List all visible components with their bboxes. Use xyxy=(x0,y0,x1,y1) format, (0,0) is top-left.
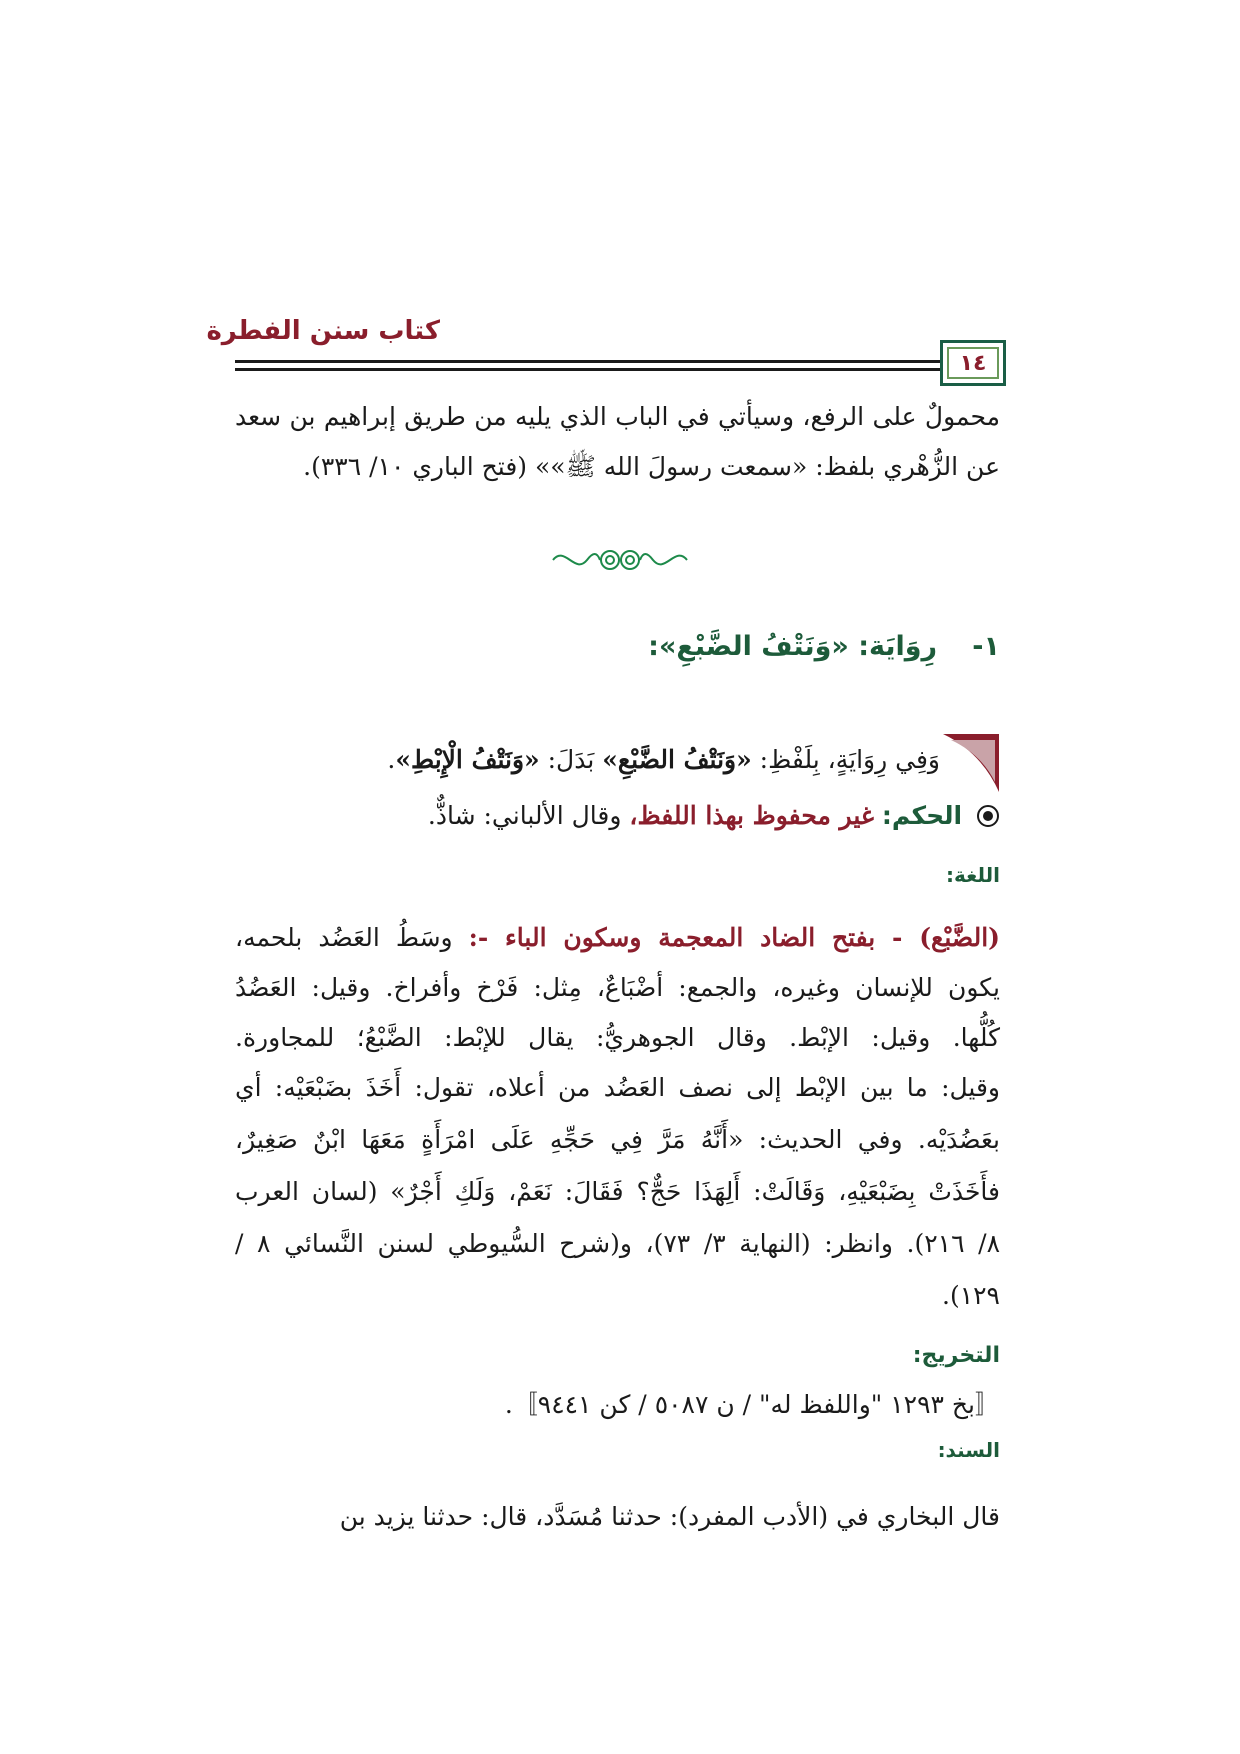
lughah-heading: اللغة: xyxy=(946,863,1000,887)
lughah-term: (الضَّبْع) - بفتح الضاد المعجمة وسكون الباء -: xyxy=(468,923,1000,952)
intro-line: عن الزُّهْري بلفظ: «سمعت رسولَ الله ﷺ»» (فتح الباري ١٠/ ٣٣٦). xyxy=(303,452,1000,481)
page-number-badge xyxy=(940,340,1006,386)
lughah-line: كُلُّها. وقيل: الإبْط. وقال الجوهريُّ: يقال للإبْط: الضَّبْعُ؛ للمجاورة. xyxy=(235,1023,1000,1052)
ruling-verdict: غير محفوظ بهذا اللفظ، xyxy=(629,801,874,830)
section-title: رِوَايَة: «وَنَتْفُ الضَّبْعِ»: xyxy=(648,631,938,662)
narration-phrase: «وَنَتْفُ الضَّبْعِ» xyxy=(602,745,752,774)
takhrij-heading: التخريج: xyxy=(912,1343,1000,1368)
intro-line: محمولٌ على الرفع، وسيأتي في الباب الذي يليه من طريق إبراهيم بن سعد xyxy=(235,402,1000,431)
header-rule xyxy=(235,368,1000,371)
lughah-line: ٨/ ٢١٦). وانظر: (النهاية ٣/ ٧٣)، و(شرح السُّيوطي لسنن النَّسائي ٨ / xyxy=(235,1229,1001,1258)
section-heading xyxy=(235,627,1000,667)
lughah-line: ١٢٩). xyxy=(942,1281,1000,1310)
lughah-line: بعَضُدَيْه. وفي الحديث: «أَنَّهُ مَرَّ فِي حَجِّهِ عَلَى امْرَأَةٍ مَعَهَا ابْنٌ صَغِيرٌ، xyxy=(235,1125,1000,1154)
narration-phrase: «وَنَتْفُ الْإِبْطِ» xyxy=(395,745,540,774)
lughah-line: فأَخَذَتْ بِضَبْعَيْهِ، وَقَالَتْ: أَلِهَذَا حَجٌّ؟ فَقَالَ: نَعَمْ، وَلَكِ أَجْرٌ» (لسان العرب xyxy=(235,1177,1000,1206)
lughah-line xyxy=(235,918,1000,958)
sanad-text: قال البخاري في (الأدب المفرد): حدثنا مُسَدَّد، قال: حدثنا يزيد بن xyxy=(339,1502,1000,1531)
book-title: كتاب سنن الفطرة xyxy=(206,316,440,346)
narration-prefix: وَفِي رِوَايَةٍ، بِلَفْظِ: xyxy=(751,745,940,774)
page-number: ١٤ xyxy=(959,350,987,376)
floral-divider-icon xyxy=(545,540,695,580)
ruling-line xyxy=(235,796,1000,836)
sanad-heading: السند: xyxy=(937,1438,1000,1462)
flower-seal-icon xyxy=(976,804,1000,828)
corner-ornament-icon xyxy=(941,732,1001,794)
header-rule xyxy=(235,360,1000,363)
narration-suffix: . xyxy=(387,745,396,774)
ruling-note: وقال الألباني: شاذٌّ. xyxy=(427,801,630,830)
lughah-line: وقيل: ما بين الإبْط إلى نصف العَضُد من أعلاه، تقول: أَخَذَ بضَبْعَيْه: أي xyxy=(235,1073,1000,1102)
lughah-first-rest: وسَطُ العَضُد بلحمه، xyxy=(235,923,469,952)
lughah-line: يكون للإنسان وغيره، والجمع: أضْبَاعٌ، مِثل: فَرْخ وأفراخ. وقيل: العَضُدُ xyxy=(235,973,1000,1002)
takhrij-text: 〚بخ ١٢٩٣ "واللفظ له" / ن ٥٠٨٧ / كن ٩٤٤١〛. xyxy=(504,1390,1000,1419)
narration-middle: بَدَلَ: xyxy=(539,745,603,774)
narration-line xyxy=(235,740,940,780)
ruling-label: الحكم: xyxy=(881,801,963,830)
section-number: ١- xyxy=(972,631,1000,662)
